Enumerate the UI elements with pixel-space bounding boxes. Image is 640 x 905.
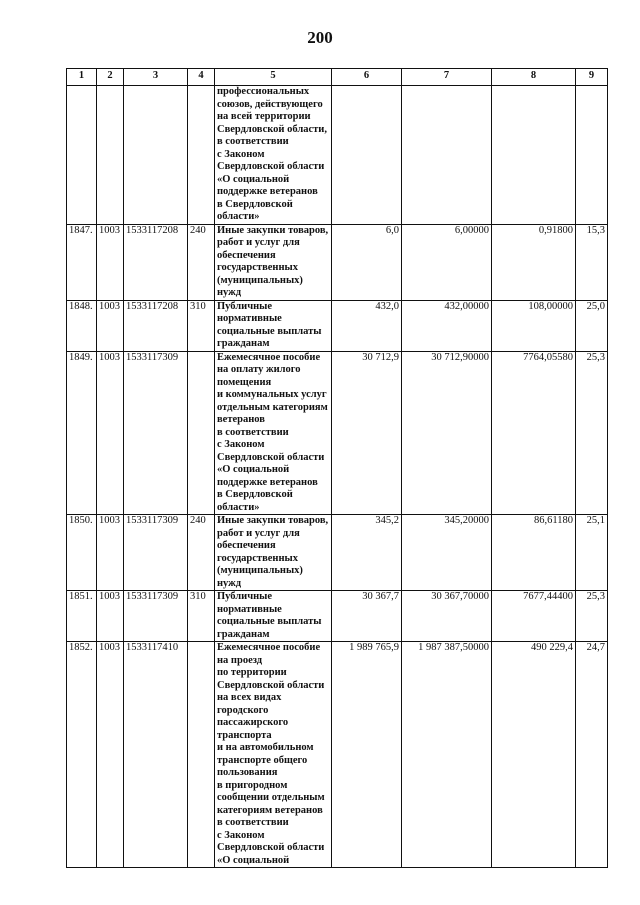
expense-type-code xyxy=(188,86,215,225)
item-name: Ежемесячное пособие на проезд по территории Свердловской области на всех видах городского пассажирского транспорта и на автомобильном транспорте общего пользования в пригородном сообщении отдельным категориям ветеранов в соответствии с Законом Свердловской области «О социальной xyxy=(215,642,332,868)
column-header: 4 xyxy=(188,69,215,86)
row-number: 1852. xyxy=(67,642,97,868)
executed-amount: 7764,05580 xyxy=(492,351,576,515)
approved-amount: 345,20000 xyxy=(402,515,492,591)
table-row xyxy=(67,591,608,642)
item-name: Публичные нормативные социальные выплаты гражданам xyxy=(215,300,332,351)
table-row xyxy=(67,86,608,225)
section-code: 1003 xyxy=(97,591,124,642)
item-name: Ежемесячное пособие на оплату жилого помещения и коммунальных услуг отдельным категориям ветеранов в соответствии с Законом Свердловской области «О социальной поддержке ветеранов в Свердловской области» xyxy=(215,351,332,515)
executed-amount: 108,00000 xyxy=(492,300,576,351)
approved-amount: 30 367,70000 xyxy=(402,591,492,642)
row-number: 1850. xyxy=(67,515,97,591)
executed-amount: 86,61180 xyxy=(492,515,576,591)
approved-amount xyxy=(402,86,492,225)
execution-percent: 25,0 xyxy=(576,300,608,351)
executed-amount xyxy=(492,86,576,225)
table-row xyxy=(67,300,608,351)
approved-amount: 6,00000 xyxy=(402,224,492,300)
approved-amount: 30 712,90000 xyxy=(402,351,492,515)
executed-amount: 0,91800 xyxy=(492,224,576,300)
target-code xyxy=(124,86,188,225)
page-number: 200 xyxy=(307,28,333,47)
expense-type-code: 240 xyxy=(188,515,215,591)
plan-amount: 30 367,7 xyxy=(332,591,402,642)
execution-percent: 25,3 xyxy=(576,591,608,642)
approved-amount: 432,00000 xyxy=(402,300,492,351)
expense-type-code xyxy=(188,642,215,868)
item-name: Публичные нормативные социальные выплаты гражданам xyxy=(215,591,332,642)
execution-percent xyxy=(576,86,608,225)
target-code: 1533117208 xyxy=(124,300,188,351)
section-code: 1003 xyxy=(97,351,124,515)
table-header-row xyxy=(67,69,608,86)
expense-type-code xyxy=(188,351,215,515)
section-code: 1003 xyxy=(97,642,124,868)
plan-amount xyxy=(332,86,402,225)
table-row xyxy=(67,515,608,591)
target-code: 1533117309 xyxy=(124,515,188,591)
plan-amount: 30 712,9 xyxy=(332,351,402,515)
expense-type-code: 240 xyxy=(188,224,215,300)
executed-amount: 7677,44400 xyxy=(492,591,576,642)
row-number: 1849. xyxy=(67,351,97,515)
expense-type-code: 310 xyxy=(188,300,215,351)
column-header: 8 xyxy=(492,69,576,86)
row-number: 1851. xyxy=(67,591,97,642)
row-number: 1848. xyxy=(67,300,97,351)
plan-amount: 432,0 xyxy=(332,300,402,351)
plan-amount: 1 989 765,9 xyxy=(332,642,402,868)
column-header: 1 xyxy=(67,69,97,86)
column-header: 5 xyxy=(215,69,332,86)
row-number xyxy=(67,86,97,225)
target-code: 1533117410 xyxy=(124,642,188,868)
section-code xyxy=(97,86,124,225)
executed-amount: 490 229,4 xyxy=(492,642,576,868)
column-header: 2 xyxy=(97,69,124,86)
target-code: 1533117309 xyxy=(124,351,188,515)
item-name: профессиональных союзов, действующего на всей территории Свердловской области, в соответствии с Законом Свердловской области «О социальной поддержке ветеранов в Свердловской области» xyxy=(215,86,332,225)
execution-percent: 15,3 xyxy=(576,224,608,300)
table-row xyxy=(67,642,608,868)
execution-percent: 25,3 xyxy=(576,351,608,515)
section-code: 1003 xyxy=(97,300,124,351)
column-header: 9 xyxy=(576,69,608,86)
column-header: 3 xyxy=(124,69,188,86)
expense-type-code: 310 xyxy=(188,591,215,642)
section-code: 1003 xyxy=(97,515,124,591)
table-row xyxy=(67,351,608,515)
plan-amount: 345,2 xyxy=(332,515,402,591)
table-row xyxy=(67,224,608,300)
plan-amount: 6,0 xyxy=(332,224,402,300)
row-number: 1847. xyxy=(67,224,97,300)
target-code: 1533117309 xyxy=(124,591,188,642)
approved-amount: 1 987 387,50000 xyxy=(402,642,492,868)
execution-percent: 24,7 xyxy=(576,642,608,868)
item-name: Иные закупки товаров, работ и услуг для обеспечения государственных (муниципальных) нужд xyxy=(215,515,332,591)
column-header: 6 xyxy=(332,69,402,86)
target-code: 1533117208 xyxy=(124,224,188,300)
item-name: Иные закупки товаров, работ и услуг для обеспечения государственных (муниципальных) нужд xyxy=(215,224,332,300)
budget-table xyxy=(66,68,608,868)
column-header: 7 xyxy=(402,69,492,86)
section-code: 1003 xyxy=(97,224,124,300)
execution-percent: 25,1 xyxy=(576,515,608,591)
